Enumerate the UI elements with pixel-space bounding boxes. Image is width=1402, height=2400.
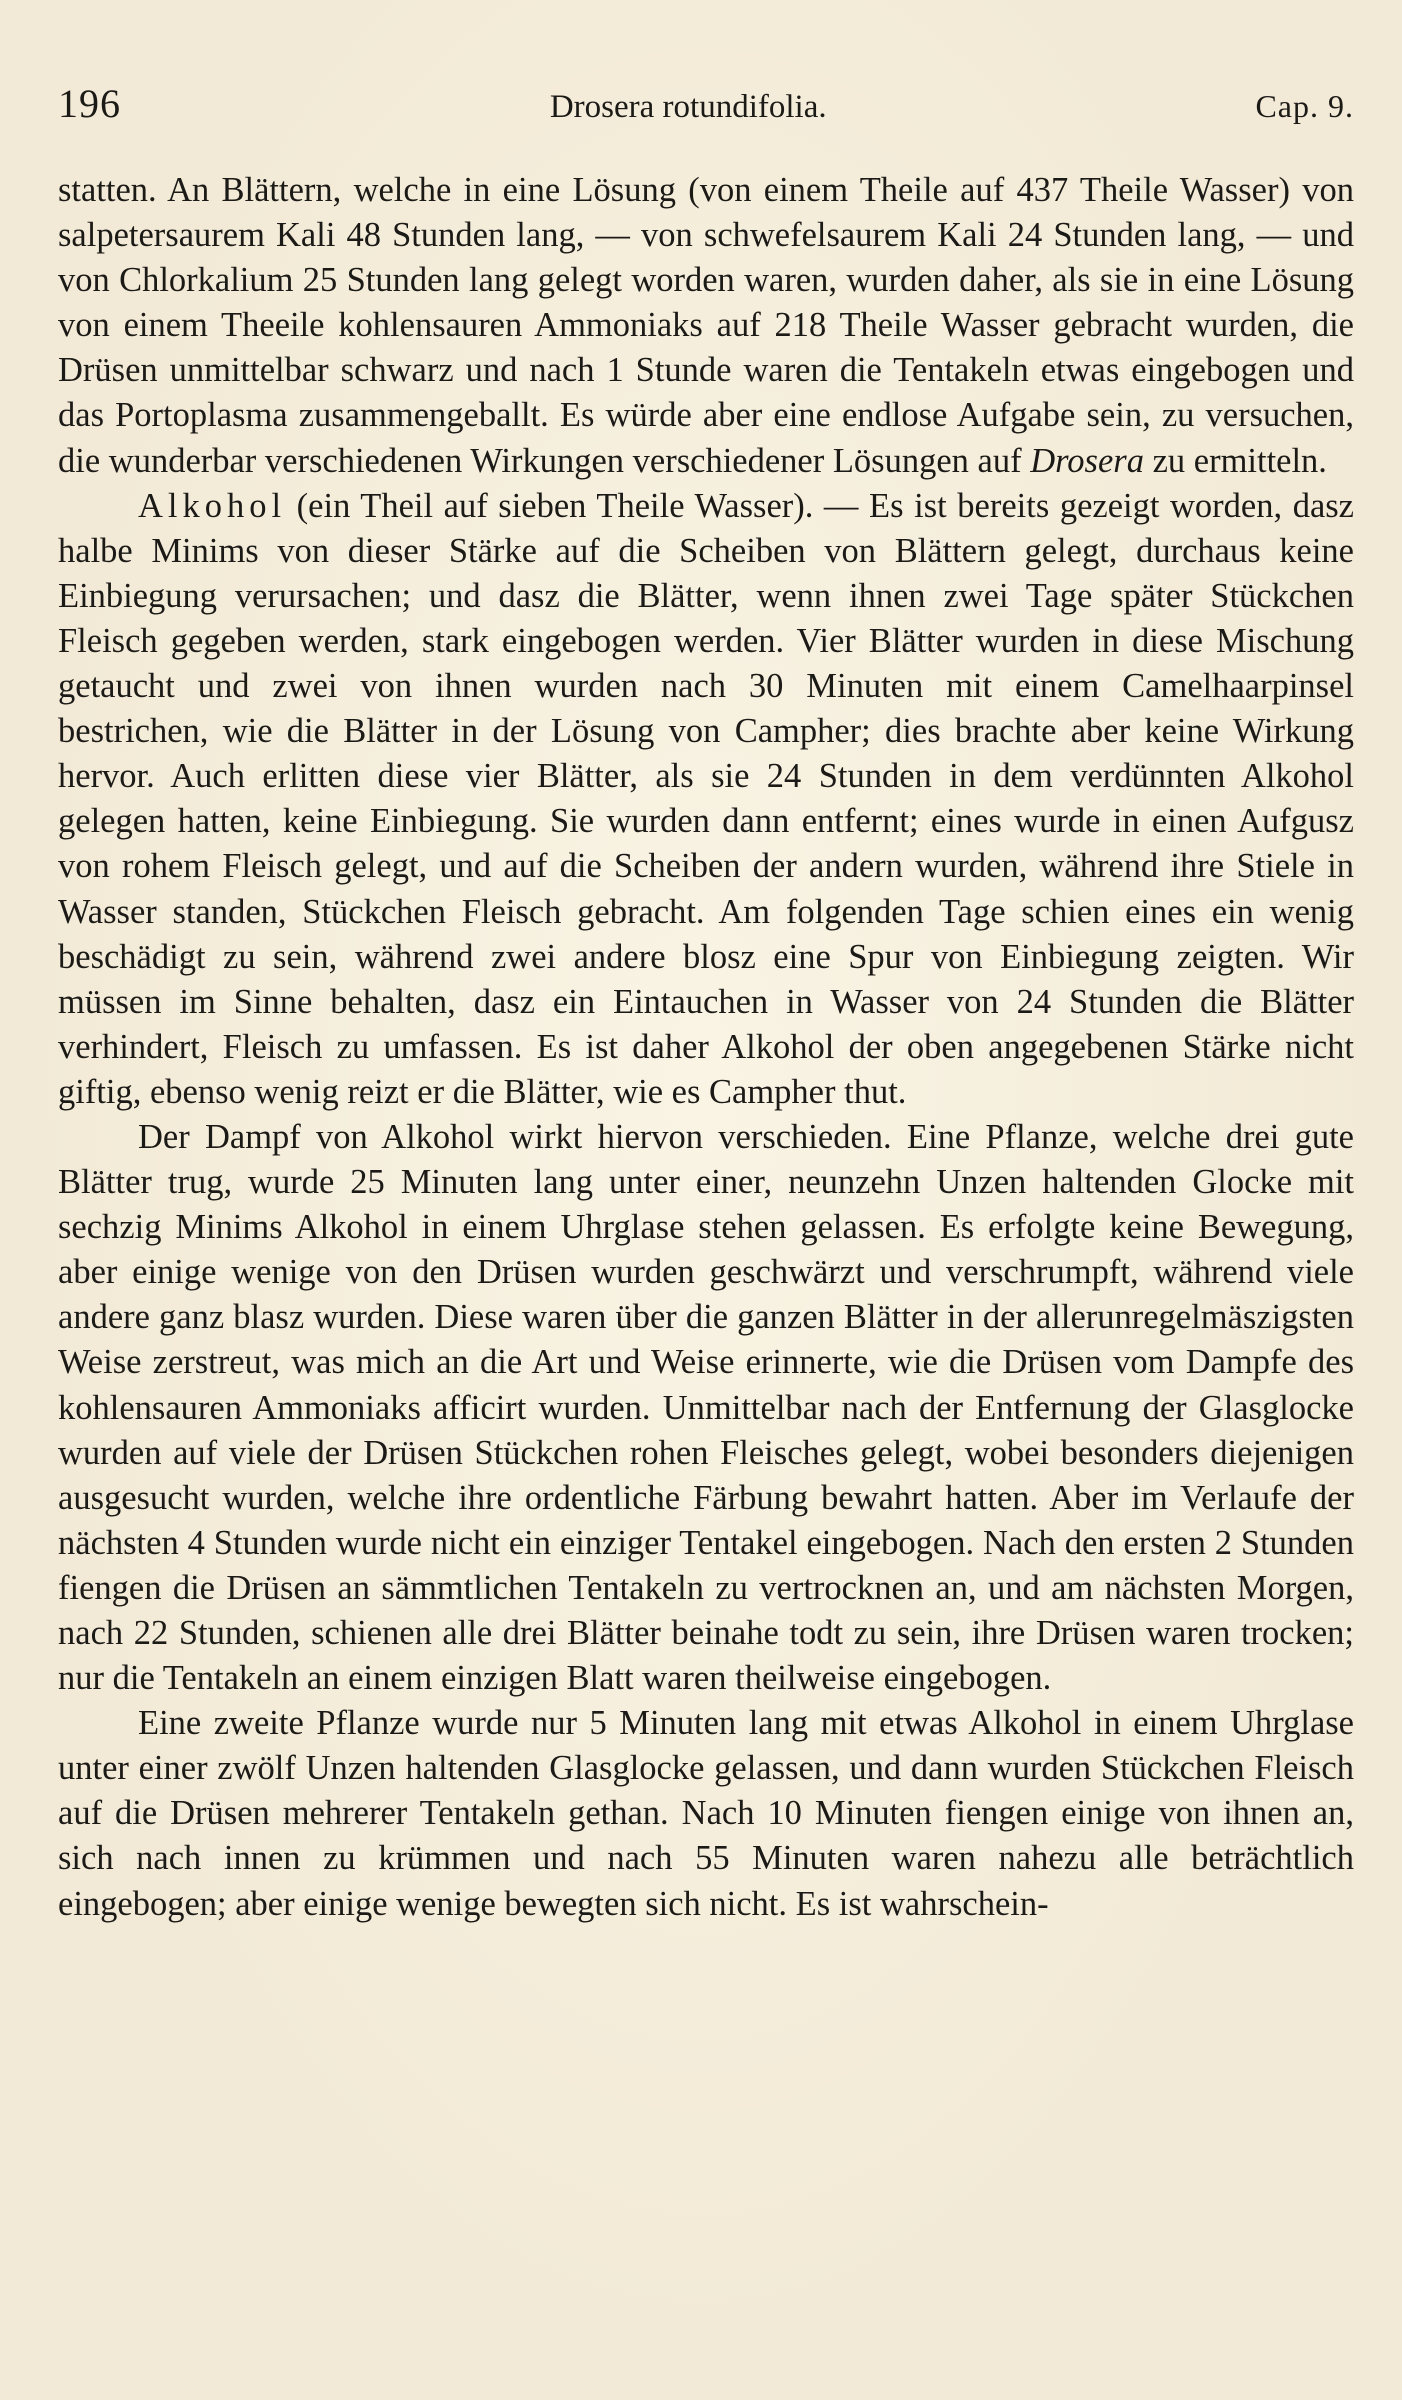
paragraph-1-text: statten. An Blättern, welche in eine Lösung (von einem Theile auf 437 Theile Wasser) von salpetersaurem Kali 48 Stunden lang, — von schwefelsaurem Kali 24 Stunden lang, — und von Chlorkalium 25 Stunden lang gelegt worden waren, wurden daher, als sie in eine Lösung von einem Theeile kohlensauren Ammoniaks auf 218 Theile Wasser gebracht wurden, die Drüsen unmittelbar schwarz und nach 1 Stunde waren die Tentakeln etwas eingebogen und das Portoplasma zusammengeballt. Es würde aber eine endlose Aufgabe sein, zu versuchen, die wunderbar verschiedenen Wirkungen verschiedener Lösungen auf [58,171,1354,480]
paragraph-4 [58,1701,1354,1926]
page-number: 196 [58,81,121,126]
paragraph-2-text: (ein Theil auf sieben Theile Wasser). — Es ist bereits gezeigt worden, dasz halbe Minims von dieser Stärke auf die Scheiben von Blättern gelegt, durchaus keine Einbiegung verursachen; und dasz die Blätter, wenn ihnen zwei Tage später Stückchen Fleisch gegeben werden, stark eingebogen werden. Vier Blätter wurden in diese Mischung getaucht und zwei von ihnen wurden nach 30 Minuten mit einem Camelhaarpinsel bestrichen, wie die Blätter in der Lösung von Campher; dies brachte aber keine Wirkung hervor. Auch erlitten diese vier Blätter, als sie 24 Stunden in dem verdünnten Alkohol gelegen hatten, keine Einbiegung. Sie wurden dann entfernt; eines wurde in einen Aufgusz von rohem Fleisch gelegt, und auf die Scheiben der andern wurden, während ihre Stiele in Wasser standen, Stückchen Fleisch gebracht. Am folgenden Tage schien eines ein wenig beschädigt zu sein, während zwei andere blosz eine Spur von Einbiegung zeigten. Wir müssen im Sinne behalten, dasz ein Eintauchen in Wasser von 24 Stunden die Blätter verhindert, Fleisch zu umfassen. Es ist daher Alkohol der oben angegebenen Stärke nicht giftig, ebenso wenig reizt er die Blätter, wie es Campher thut. [58,486,1354,1111]
running-header [58,80,1354,150]
running-title: Drosera rotundifolia. [549,89,827,125]
paragraph-2 [58,484,1354,1115]
paragraph-3-text: Der Dampf von Alkohol wirkt hiervon verschieden. Eine Pflanze, welche drei gute Blätter trug, wurde 25 Minuten lang unter einer, neunzehn Unzen haltenden Glocke mit sechzig Minims Alkohol in einem Uhrglase stehen gelassen. Es erfolgte keine Bewegung, aber einige wenige von den Drüsen wurden geschwärzt und verschrumpft, während viele andere ganz blasz wurden. Diese waren über die ganzen Blätter in der allerunregelmäszigsten Weise zerstreut, was mich an die Art und Weise erinnerte, wie die Drüsen vom Dampfe des kohlensauren Ammoniaks afficirt wurden. Unmittelbar nach der Entfernung der Glasglocke wurden auf viele der Drüsen Stückchen rohen Fleisches gelegt, wobei besonders diejenigen ausgesucht wurden, welche ihre ordentliche Färbung bewahrt hatten. Aber im Verlaufe der nächsten 4 Stunden wurde nicht ein einziger Tentakel eingebogen. Nach den ersten 2 Stunden fiengen die Drüsen an sämmtlichen Tentakeln zu vertrocknen an, und am nächsten Morgen, nach 22 Stunden, schienen alle drei Blätter beinahe todt zu sein, ihre Drüsen waren trocken; nur die Tentakeln an einem einzigen Blatt waren theilweise eingebogen. [58,1117,1354,1698]
chapter-reference: Cap. 9. [1255,88,1354,124]
section-lead-alkohol: Alkohol [138,486,287,525]
body-text [58,168,1354,1927]
paragraph-3 [58,1115,1354,1701]
paragraph-1 [58,168,1354,484]
paragraph-1-end: zu ermitteln. [1143,441,1327,480]
genus-name: Drosera [1030,441,1144,480]
paragraph-4-text: Eine zweite Pflanze wurde nur 5 Minuten lang mit etwas Alkohol in einem Uhrglase unter einer zwölf Unzen haltenden Glasglocke gelassen, und dann wurden Stückchen Fleisch auf die Drüsen mehrerer Tentakeln gethan. Nach 10 Minuten fiengen einige von ihnen an, sich nach innen zu krümmen und nach 55 Minuten waren nahezu alle beträchtlich eingebogen; aber einige wenige bewegten sich nicht. Es ist wahrschein- [58,1704,1354,1923]
